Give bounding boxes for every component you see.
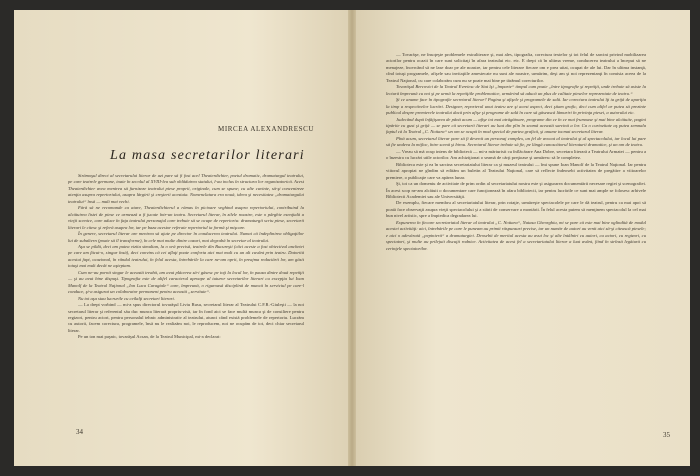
book-gutter — [348, 10, 356, 466]
paragraph: Tovarăşul Bercovici de la Teatrul Evreiesc de Stat îşi „împarte“ timpul cum poate „între tipografie şi repetiţii, unde trebuie să asiste la lectură împreună cu noi şi pe urmă la repetiţiile problematice, urmărind să aducă un plus de calitate pieselor reprezentate de teatru.“ — [386, 84, 646, 96]
paragraph: Şi, tot ca un domeniu de activitate de prim ordin al secretariatului nostru este şi asigurarea documentării necesare regiei şi scenografiei. În acest scop ne-am alcătuit o documentare care funcţionează în afara bibliotecii, iar pentru lucrările ce sunt mai ample se folosesc arhivele Bibliotecii Academiei sau ale Universităţii. — [386, 181, 646, 199]
page-number-left: 34 — [76, 428, 83, 436]
paragraph: De exemplu, fiecare membru al secretariatului literar, prin rotaţie, urmăreşte spectacolele pe care le dă teatrul, pentru ca mai apoi să poată face observaţii asupra vieţii spectacolului şi a stării de conservare a montării. În felul acesta putem să menţinem spectacolul la cel mai bun nivel artistic, spre a împiedica degradarea lui. — [386, 200, 646, 219]
paragraph: Nu tot aşa stau lucrurile cu ceilalţi secretari literari. — [78, 295, 175, 301]
paragraph: Aşa se pildă, deci am putea vizita simultan, la o oră precisă, teatrele din Bucureşti (câci aceste a fost obiectivul anchetei pe care am făcut-o, singur însă), deci convins că cei aflaţi poate conforta aici mai mult cu un alt cuvânt prin teatru. Datorită acestui fapt, ocazional, în rândul teatrului, în felul acesta, întrebările la care ne-am oprit, în preajma redactării lor, am găsit totuşi mai mult decât ne aşteptam. — [68, 243, 304, 269]
paragraph: — La drept vorbind — mi-a spus directorul tovarăşul Liviu Rusu, secretarul literar al Teatrului C.F.R.-Giuleşti — la noi secretarul literar şi referentul său duc munca literară propriu-zisă, iar în fond aici se face multă munca şi de consiliere pentru regizori, pentru actori, pentru personalul tehnic administrativ al teatrului, atunci când există problemele de repertoriu. Lucrăm cu autorii, facem corectura, programele, însă nu le realizăm noi, le reproducem, noi ne ocupăm de tot, deci chiar secretarul literar. — [68, 302, 304, 333]
left-column — [68, 173, 304, 405]
paragraph: În genere, secretarul literar are menirea să ajute pe director în conducerea teatrului. Numai că îndeplinirea obligaţiilor lui de subaltern (poate să îl transforme), în cele mai multe dintre cazuri, mai degrabă în secretar al teatrului. — [68, 231, 304, 243]
paragraph: Biblioteca este şi ea în sarcina secretariatului literar ca şi muzeul teatrului — îmi spune Ioan Manolf de la Teatrul Naţional. Iar pentru viitorul apropiat ne gîndim să edităm un buletin al Teatrului Naţional, care să reflecte îndeosebi activitatea de pregătire a viitoarelor premiere, o publicaţie care va apărea lunar. — [386, 161, 646, 180]
paragraph: Pe un ton mai paşnic, tovarăşul Acsan, de la Teatrul Municipal, mi-a declarat: — [78, 334, 221, 340]
right-column — [386, 52, 646, 420]
paragraph: Pînă acum, secretarul literar pare să fi devenit un personaj complex, un fel de avocat al teatrului şi al spectacolului, iar locul lui pare să fie undeva la mijloc, între scenă şi birou. Secretarul literar trebuie să fie, pe lângă cunoscătorul literaturii dramatice, şi un om de teatru. — [386, 135, 646, 148]
author-name: MIRCEA ALEXANDRESCU — [218, 125, 314, 133]
page-number-right: 35 — [663, 431, 670, 439]
paragraph: Expunerea în fiecare secretariatul literar al teatrului „C. Nottara“, Natasa Gheorghiu, mi se pare că este mai bine oglindită de modul acestei activităţi: aici, întrebările pe care le puneam au primit răspunsuri precise, iar un număr de autori au venit aici să-şi citească piesele; e aici o adevărată „pepinieră“ a dramaturgiei. Deosebit de meritul acesta au avut loc şi alte întâlniri cu autori, cu actori, cu regizori, cu spectatori, şi multe au prilejuit discuţii rodnice. Activitatea de acest fel a secretariatului literar a luat avânt, fiind în strînsă legătură cu cerinţele spectatorilor. — [386, 219, 646, 251]
paragraph: Fără să ne recomande ca atare, Theaterdichterul a rămas în picioare veghind asupra repertoriului, contribuind la alcătuirea listei de piese ce urmează a fi jucate într-un teatru. Secretarul literar, în zilele noastre, este o pârghie esenţială a vieţii scenice, care aduce în faţa teatrului personajul care trebuie să se ocupe de repertoriu: dramaturgii scriu piese, secretarii literari le citesc şi referă asupra lor, iar pe baza acestor referate repertoriul ia formă şi mişcare. — [68, 205, 304, 230]
paragraph: — Tovarăşe, ne însoţeşte problemele extraliterare şi, mai ales, tipografia, corectura textelor şi tot felul de sarcini privind mobilizarea actorilor pentru ocazii în care sunt solicitaţi în afara teatrului etc. etc. E drept că în ultima vreme, conducerea teatrului a început să ne menajeze, încercând să ne lase doar pe ale noastre, iar pentru cele literare fiecare om e prea uitat, ocupat de ale lui. Dar în ultima instanţă, cînd totuşi programele, afişele sau invitaţiile amestecate nu sunt ale noastre, urmărim, deşi am şi noi reprezentanţi în comisia aceea de la Teatrul Naţional, cu care colaborăm cum nu se poate mai bine pe tărâmul corecturilor. — [386, 52, 646, 83]
article-title: La masa secretarilor literari — [110, 148, 305, 163]
paragraph: — Vreau să mă ocup intens de bibliotecă — mi-a mărturisit cu înflăcărare Ana Dobre, secretara literară a Teatrului Armatei — pentru a o înzestra cu lucrări utile actorilor. Am achiziţionat o seamă de cărţi preţioase şi urmăresc să le completez. — [386, 148, 646, 161]
left-page — [14, 10, 352, 466]
paragraph: Strămoşul direct al secretarului literar de azi pare să fi fost acel Theaterdichter, poetul dramatic, dramaturgul teatrului, pe care teatrele germane, toate în secolul al XVIII-lea sub oblâduirea statului, l-au inclus în structura lor organizatorică. Acest Theaterdichter avea menirea să furnizeze teatrului piese proprii, originale, cum se spune; cu alte cuvinte, să-şi concentreze atenţia asupra repertoriului, asupra lărgirii şi creşterii acestuia. Nomenclatura era nouă, ideea şi necesitatea „dramaturgului teatrului“ însă — mult mai vechi. — [68, 173, 304, 204]
book-spread — [14, 10, 690, 466]
paragraph: Cum ne-au pornit singur le această treabă, am avut plăcerea să-i găsesc pe toţi la locul lor, în pauza dintre două repetiţii — şi au avut bine dispuşi. Tipografia este de altfel caracterul aproape al tuturor secretarilor literari cu excepţia lui Ioan Manolf de la Teatrul Naţional „Ion Luca Caragiale“ care, împreună, o riguroasă disciplină de muncă în serviciul pe care-l conduce, şi-a asigurat un colaborator permanent pentru această „servitute“. — [68, 269, 304, 295]
paragraph: Judecând după înfăţişarea de până acum — afişe tot mai atrăgătoare, programe din ce în ce mai frumoase şi mai bine alcătuite, pagini tipărite cu gust şi grijă — se pare că secretarii literari au luat din plin în seamă această sarcină a lor. Ca o curiozitate aş putea semnala faptul că la Teatrul „C. Nottara“ un om se ocupă în mod special de partea grafică, şi anume tocmai secretarul literar. — [386, 116, 646, 135]
paragraph: Şi ce anume face în tipografie secretarul literar? Pagina şi afişele şi programele de sală. Iar corectura teatrului îţi ia grijă de apariţia la timp a respectivelor lucrări. Designer, reporterul unui teatru are şi acest aspect, deci ştiam grafic, deci cum altfel ar putea să prezinte publicul despre premierele teatrului dacă prin afişe şi programe de sală în care să găsească lămuriri în privinţa piesei, a autorului etc. — [386, 97, 646, 116]
